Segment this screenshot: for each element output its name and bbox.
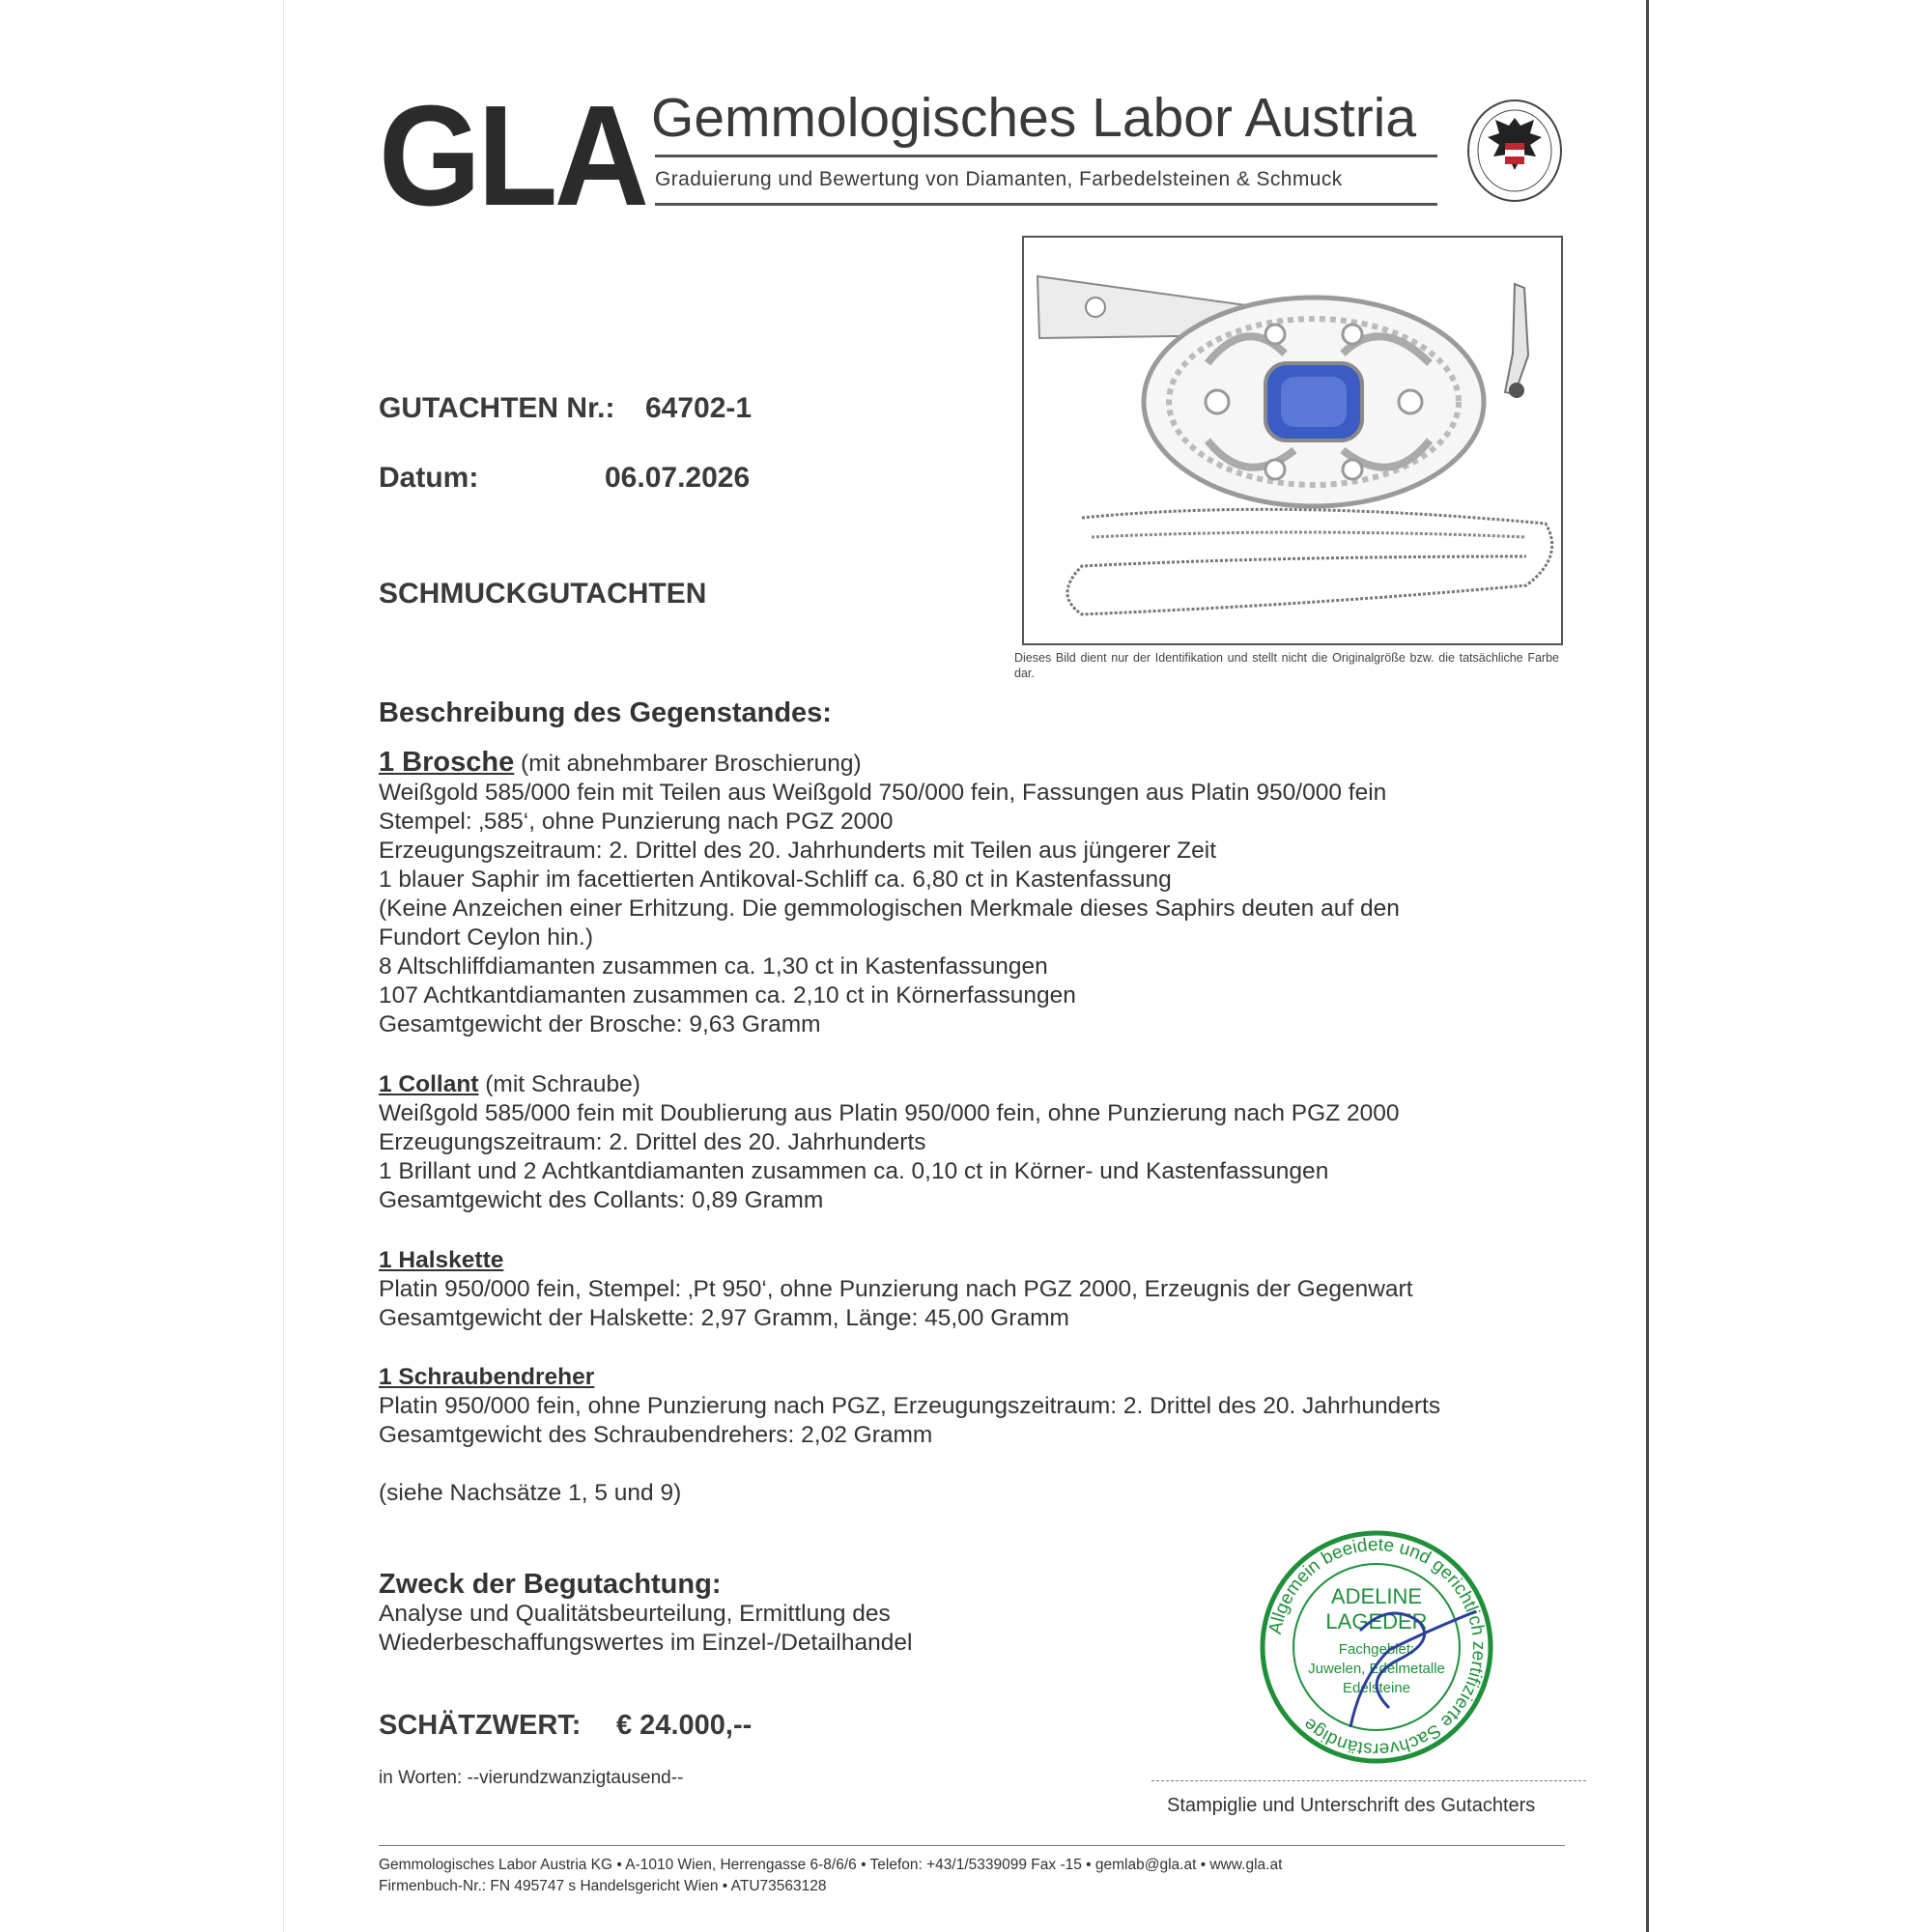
footer-line-2: Firmenbuch-Nr.: FN 495747 s Handelsgericht Wien • ATU73563128 (379, 1878, 827, 1894)
item-line: 107 Achtkantdiamanten zusammen ca. 2,10 ct in Körnerfassungen (379, 982, 1076, 1009)
item-header (379, 1070, 1557, 1099)
stamp-name-1: ADELINE (1330, 1584, 1423, 1608)
item-line: 1 Brillant und 2 Achtkantdiamanten zusammen ca. 0,10 ct in Körner- und Kastenfassungen (379, 1158, 1329, 1184)
item-line: Erzeugungszeitraum: 2. Drittel des 20. Jahrhunderts mit Teilen aus jüngerer Zeit (379, 838, 1217, 864)
purpose-heading: Zweck der Begutachtung: (379, 1569, 722, 1600)
jewelry-photo (1022, 236, 1563, 645)
item-header (379, 1246, 1557, 1275)
item-line: Platin 950/000 fein, Stempel: ‚Pt 950‘, ohne Punzierung nach PGZ 2000, Erzeugnis der Gegenwart (379, 1276, 1413, 1302)
report-type: SCHMUCKGUTACHTEN (379, 578, 707, 610)
signature-line (1151, 1780, 1586, 1781)
report-number-label: GUTACHTEN Nr.: (379, 392, 615, 424)
footer (379, 1855, 1282, 1897)
item-header (379, 748, 1557, 779)
item-title: 1 Collant (379, 1071, 479, 1097)
item-line: (Keine Anzeichen einer Erhitzung. Die gemmologischen Merkmale dieses Saphirs deuten auf den (379, 895, 1400, 922)
signature-label: Stampiglie und Unterschrift des Gutachters (1167, 1795, 1536, 1816)
header-rule-top (655, 155, 1437, 157)
valuation-words: in Worten: --vierundzwanzigtausend-- (379, 1768, 684, 1788)
header-rule-bottom (655, 203, 1437, 206)
item-line: 8 Altschliffdiamanten zusammen ca. 1,30 ct in Kastenfassungen (379, 953, 1048, 980)
item-brosche (379, 748, 1557, 1039)
item-header (379, 1363, 1577, 1392)
stamp-line-2: Juwelen, Edelmetalle (1308, 1661, 1445, 1677)
gla-logo: GLA (379, 76, 646, 236)
item-subtitle: (mit abnehmbarer Broschierung) (514, 751, 862, 777)
item-line: Gesamtgewicht des Collants: 0,89 Gramm (379, 1187, 824, 1213)
item-collant (379, 1070, 1557, 1215)
item-title: 1 Halskette (379, 1247, 504, 1273)
item-line: Erzeugungszeitraum: 2. Drittel des 20. Jahrhunderts (379, 1129, 926, 1155)
item-title: 1 Schraubendreher (379, 1364, 595, 1390)
report-date-label: Datum: (379, 462, 479, 494)
item-line: Stempel: ‚585‘, ohne Punzierung nach PGZ 2000 (379, 809, 894, 835)
stamp-name-2: LAGEDER (1325, 1609, 1428, 1634)
item-line: Weißgold 585/000 fein mit Teilen aus Weißgold 750/000 fein, Fassungen aus Platin 950/000 fein (379, 780, 1387, 806)
footer-line-1: Gemmologisches Labor Austria KG • A-1010 Wien, Herrengasse 6-8/6/6 • Telefon: +43/1/5339099 Fax -15 • gemlab@gla.at • www.gla.at (379, 1857, 1283, 1873)
austrian-eagle-seal-icon (1464, 97, 1565, 205)
item-halskette (379, 1246, 1557, 1333)
certificate-page (284, 0, 1646, 1932)
footer-rule (379, 1845, 1565, 1846)
item-line: Fundort Ceylon hin.) (379, 924, 593, 951)
photo-caption: Dieses Bild dient nur der Identifikation und stellt nicht die Originalgröße bzw. die tatsächliche Farbe dar. (1014, 651, 1559, 680)
stamp-ring-text: Allgemein beeidete und gerichtlich zertifizierte Sachverständige (1264, 1534, 1490, 1760)
item-subtitle: (mit Schraube) (478, 1071, 640, 1097)
addenda-note: (siehe Nachsätze 1, 5 und 9) (379, 1480, 682, 1506)
item-line: Gesamtgewicht der Brosche: 9,63 Gramm (379, 1011, 821, 1037)
brooch-image (1024, 238, 1561, 643)
report-number-value: 64702-1 (645, 392, 753, 424)
valuation-label: SCHÄTZWERT: (379, 1710, 582, 1741)
page-edge (1646, 0, 1649, 1932)
valuation-value: € 24.000,-- (616, 1710, 753, 1741)
item-line: 1 blauer Saphir im facettierten Antikoval-Schliff ca. 6,80 ct in Kastenfassung (379, 867, 1172, 893)
stamp-line-3: Edelsteine (1342, 1680, 1411, 1696)
lab-tagline: Graduierung und Bewertung von Diamanten, Farbedelsteinen & Schmuck (655, 168, 1343, 190)
expert-stamp (1254, 1524, 1499, 1770)
item-title: 1 Brosche (379, 747, 515, 778)
lab-name: Gemmologisches Labor Austria (651, 87, 1417, 149)
item-line: Gesamtgewicht der Halskette: 2,97 Gramm, Länge: 45,00 Gramm (379, 1305, 1069, 1331)
purpose-line-2: Wiederbeschaffungswertes im Einzel-/Detailhandel (379, 1630, 913, 1656)
description-heading: Beschreibung des Gegenstandes: (379, 697, 832, 728)
stamp-line-1: Fachgebiet: (1338, 1641, 1415, 1658)
item-schraubendreher (379, 1363, 1577, 1450)
report-date-value: 06.07.2026 (605, 462, 751, 494)
item-line: Gesamtgewicht des Schraubendrehers: 2,02 Gramm (379, 1422, 933, 1448)
item-line: Weißgold 585/000 fein mit Doublierung aus Platin 950/000 fein, ohne Punzierung nach PGZ 2000 (379, 1100, 1400, 1126)
item-line: Platin 950/000 fein, ohne Punzierung nach PGZ, Erzeugungszeitraum: 2. Drittel des 20. Jahrhunderts (379, 1393, 1441, 1419)
purpose-line-1: Analyse und Qualitätsbeurteilung, Ermittlung des (379, 1601, 891, 1627)
